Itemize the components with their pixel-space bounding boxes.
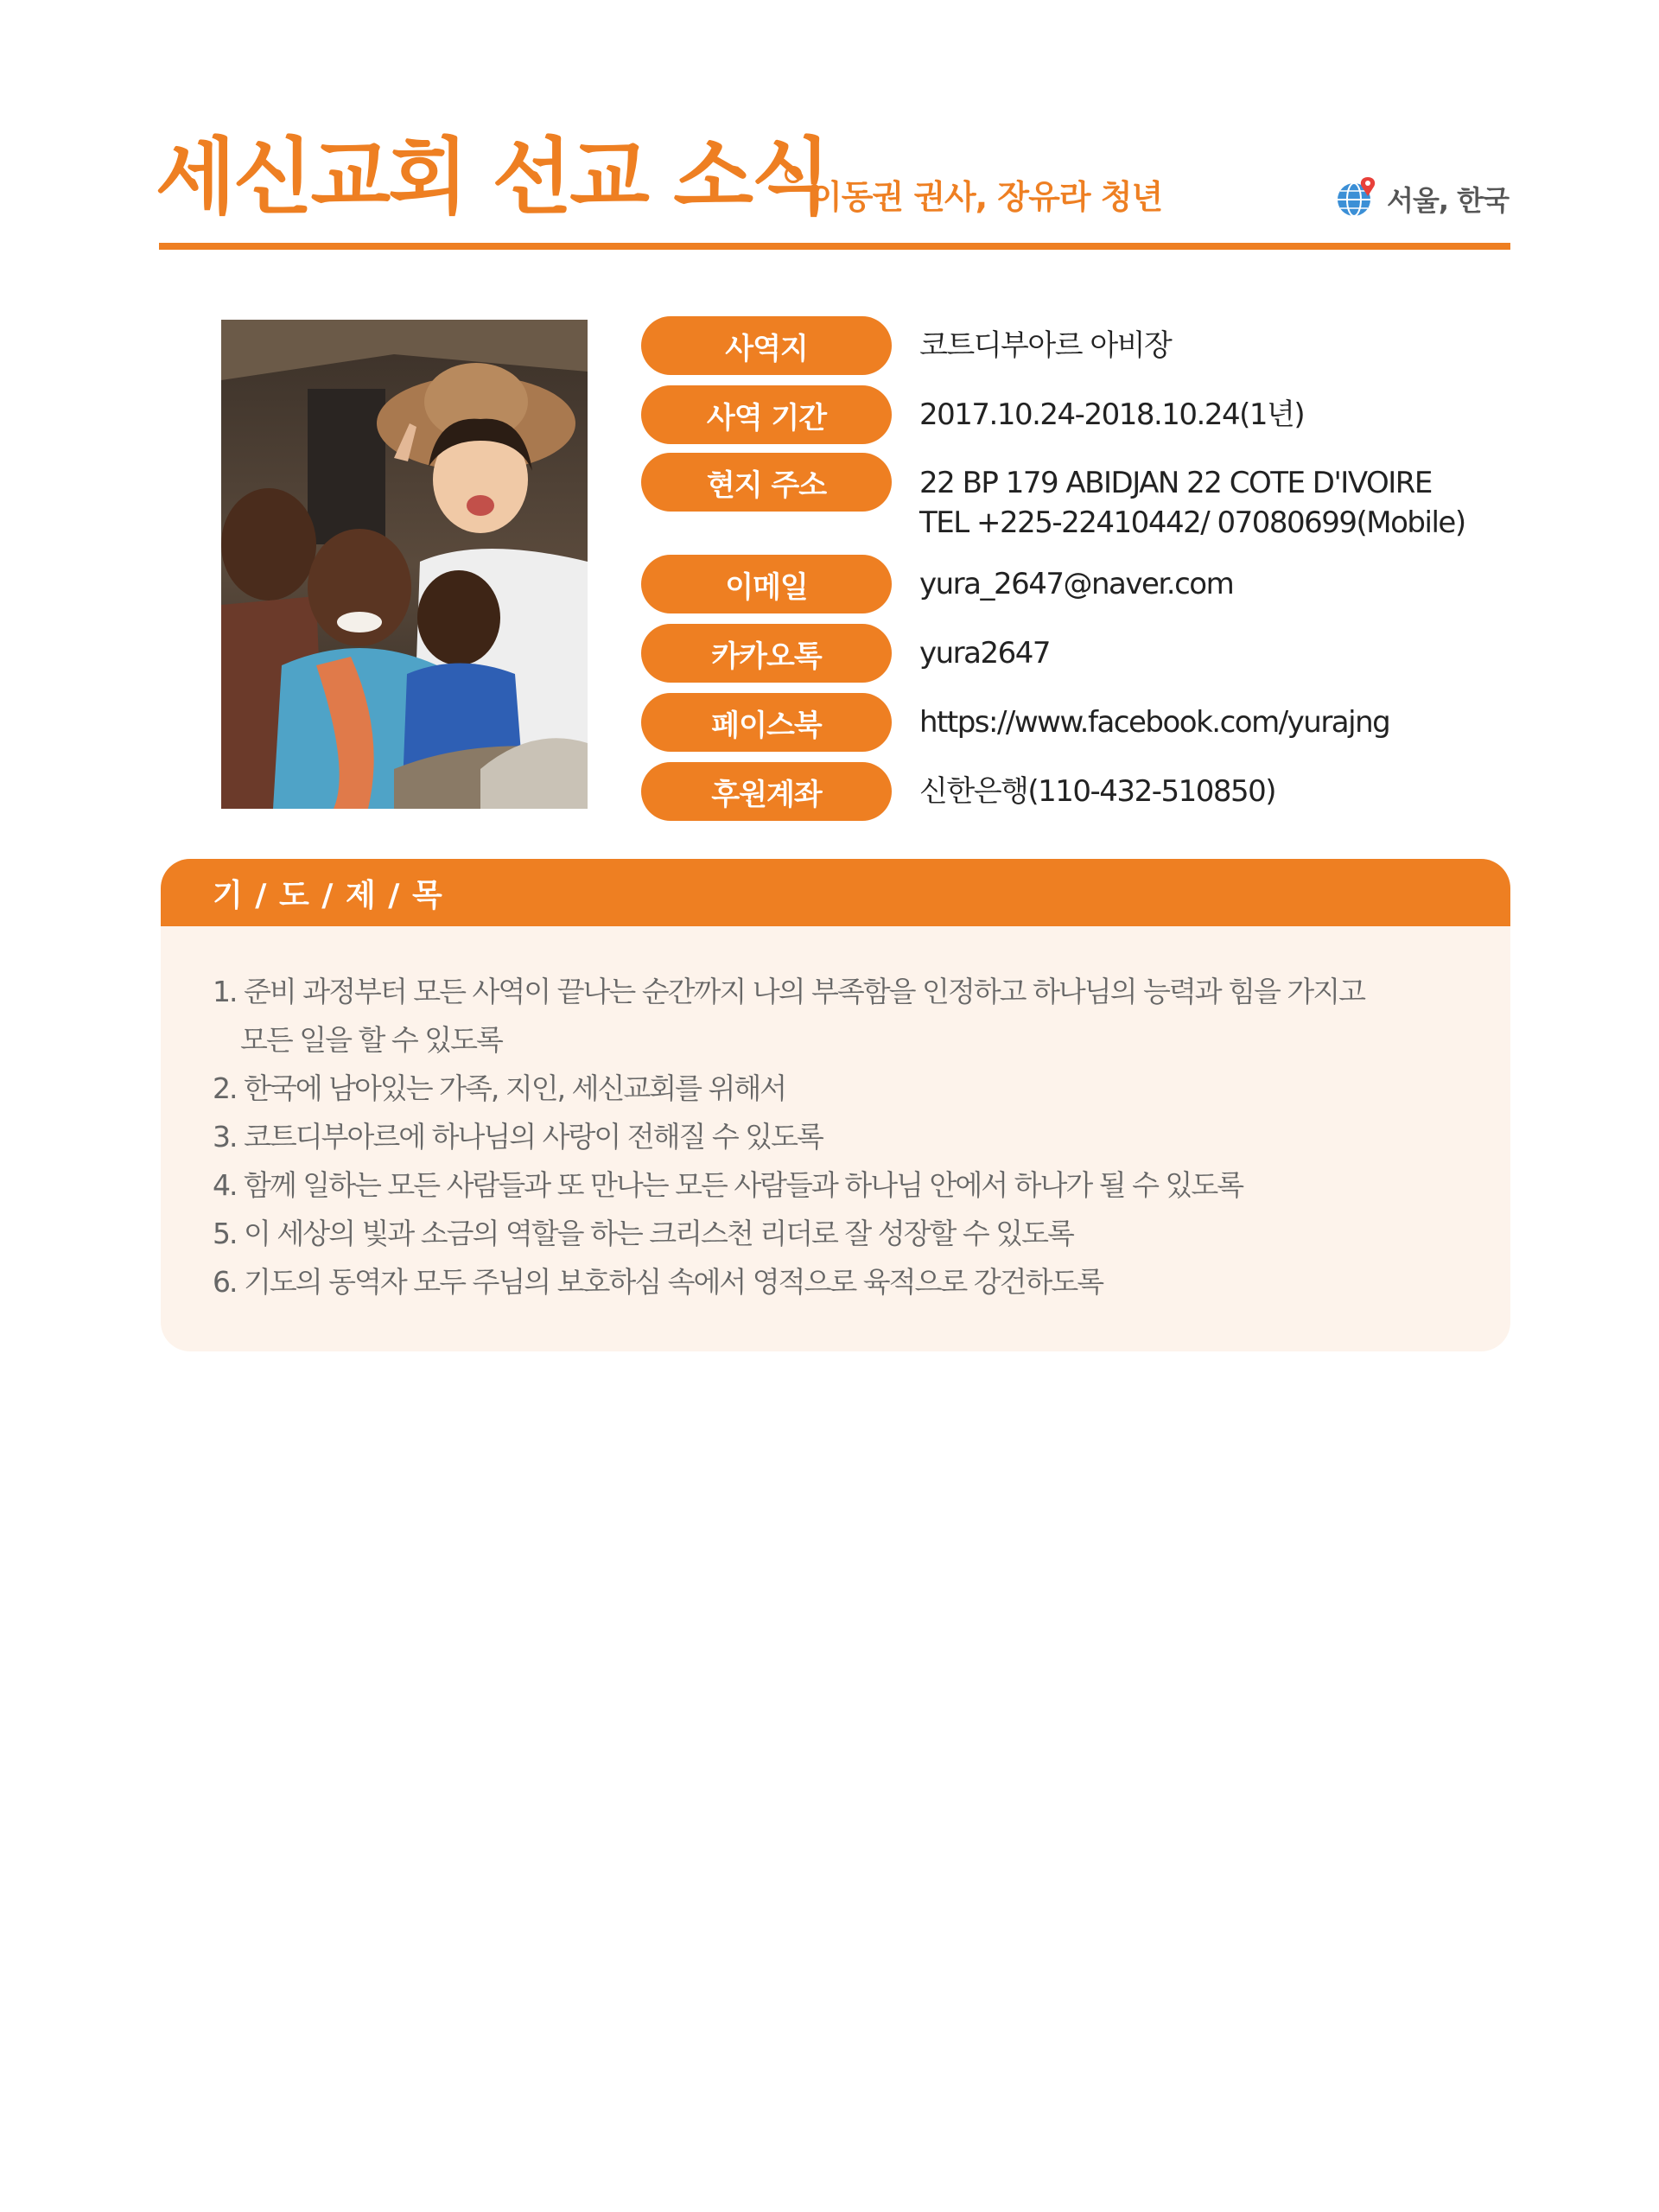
info-label: 후원계좌	[641, 762, 892, 821]
info-label: 현지 주소	[641, 453, 892, 512]
missionary-names: 이동권 권사, 장유라 청년	[810, 178, 1163, 216]
prayer-list	[161, 926, 1510, 1306]
header-divider	[159, 243, 1510, 250]
info-row-address	[641, 453, 1465, 540]
missionary-photo	[221, 320, 588, 809]
prayer-section	[161, 859, 1510, 1351]
info-value: 신한은행(110-432-510850)	[919, 774, 1276, 809]
prayer-header: 기 / 도 / 제 / 목	[161, 859, 1510, 926]
email-link[interactable]: yura_2647@naver.com	[919, 567, 1234, 601]
info-row-period	[641, 385, 1304, 444]
list-item: 4. 함께 일하는 모든 사람들과 또 만나는 모든 사람들과 하나님 안에서 하나가 될 수 있도록	[213, 1168, 1243, 1202]
location	[1335, 173, 1509, 225]
info-row-location	[641, 316, 1171, 375]
info-label: 사역지	[641, 316, 892, 375]
list-item: 5. 이 세상의 빛과 소금의 역할을 하는 크리스천 리더로 잘 성장할 수 있도록	[213, 1217, 1073, 1250]
info-row-facebook	[641, 693, 1389, 752]
info-label: 카카오톡	[641, 624, 892, 683]
info-label: 페이스북	[641, 693, 892, 752]
globe-pin-icon	[1335, 175, 1378, 222]
info-value: 22 BP 179 ABIDJAN 22 COTE D'IVOIRE TEL +225-22410442/ 07080699(Mobile)	[919, 466, 1465, 540]
list-item: 6. 기도의 동역자 모두 주님의 보호하심 속에서 영적으로 육적으로 강건하도록	[213, 1265, 1103, 1299]
page-title: 세신교회 선교 소식	[156, 129, 829, 226]
list-item: 1. 준비 과정부터 모든 사역이 끝나는 순간까지 나의 부족함을 인정하고 하나님의 능력과 힘을 가지고 모든 일을 할 수 있도록	[213, 975, 1364, 1057]
facebook-link[interactable]: https://www.facebook.com/yurajng	[919, 705, 1390, 740]
info-row-email	[641, 555, 1233, 613]
info-label: 이메일	[641, 555, 892, 613]
bullet-dot-icon	[785, 166, 802, 183]
info-value: 코트디부아르 아비장	[919, 328, 1172, 363]
list-item: 2. 한국에 남아있는 가족, 지인, 세신교회를 위해서	[213, 1071, 786, 1105]
info-row-kakaotalk	[641, 624, 1050, 683]
page-header	[156, 121, 1512, 251]
location-label: 서울, 한국	[1387, 184, 1509, 217]
info-row-account	[641, 762, 1275, 821]
info-value: yura2647	[919, 636, 1051, 671]
info-label: 사역 기간	[641, 385, 892, 444]
list-item: 3. 코트디부아르에 하나님의 사랑이 전해질 수 있도록	[213, 1120, 823, 1154]
info-value: 2017.10.24-2018.10.24(1년)	[919, 397, 1305, 432]
